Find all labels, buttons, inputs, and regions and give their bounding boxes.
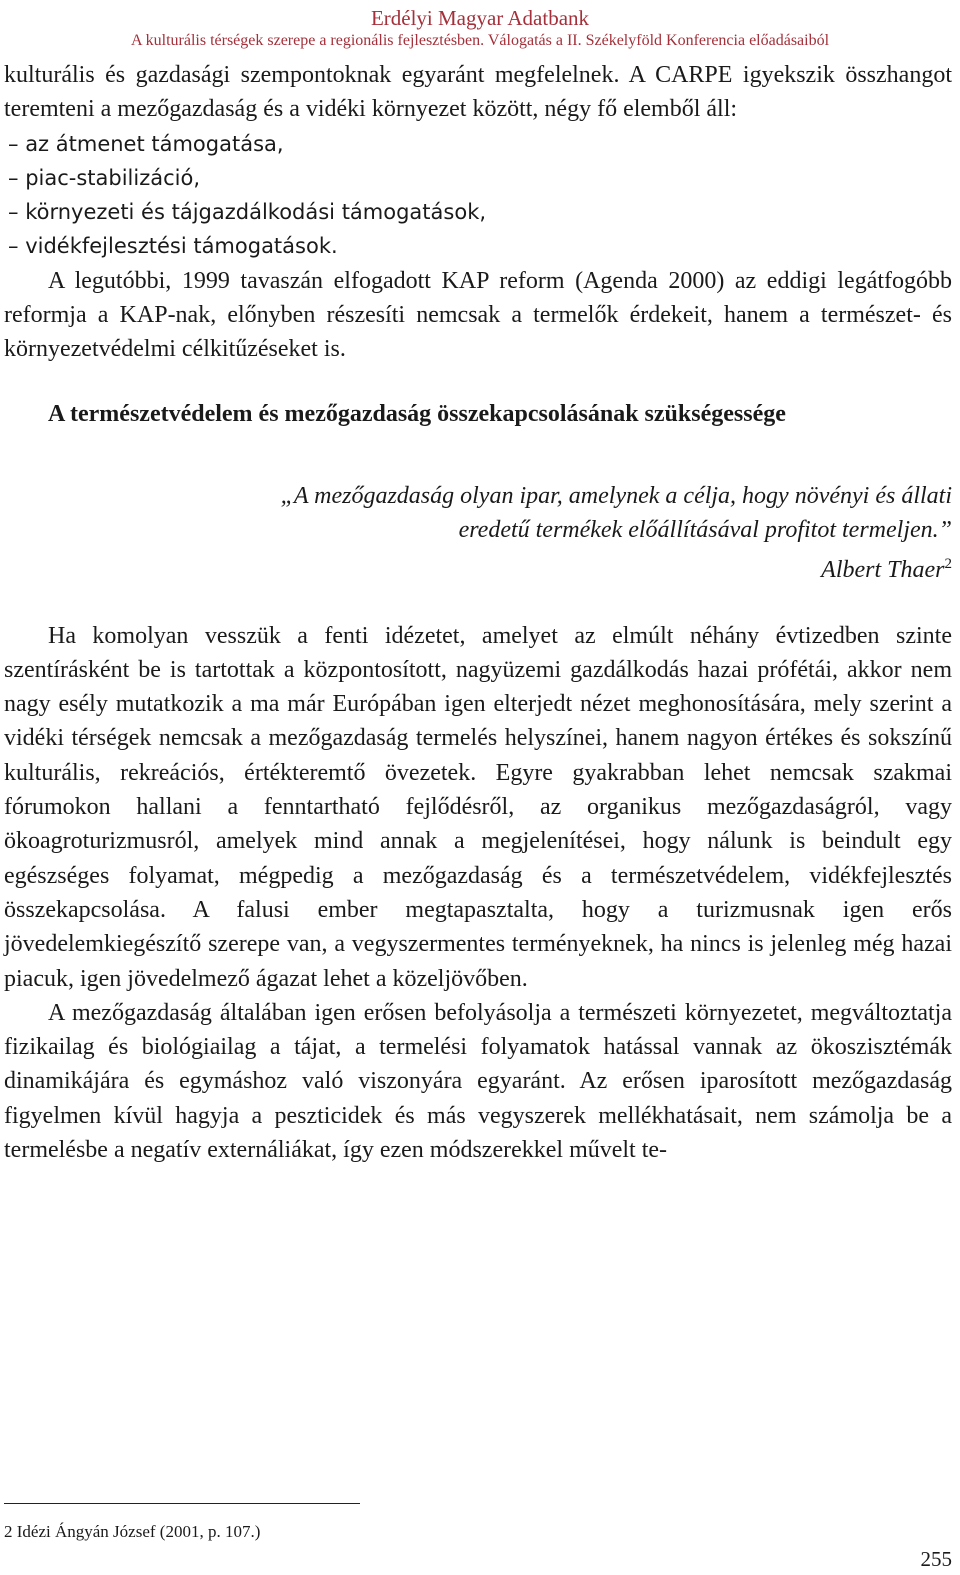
section-heading: A természetvédelem és mezőgazdaság összekapcsolásának szükségessége — [48, 400, 786, 427]
quote-line-1: „A mezőgazdaság olyan ipar, amelynek a célja, hogy növényi és állati — [280, 482, 952, 509]
epigraph-quote — [4, 479, 952, 588]
list-item: – környezeti és tájgazdálkodási támogatások, — [4, 195, 952, 229]
quote-author: Albert Thaer — [821, 557, 945, 584]
document-body — [4, 58, 952, 1167]
page-number: 255 — [920, 1547, 952, 1571]
intro-paragraph: kulturális és gazdasági szempontoknak egyaránt megfelelnek. A CARPE igyekszik összhangot teremteni a mezőgazdaság és a vidéki környezet között, négy fő elemből áll: — [4, 62, 952, 123]
body-paragraph-2: A mezőgazdaság általában igen erősen befolyásolja a természeti környezetet, megváltoztatja fizikailag és biológiailag a tájat, a termelési folyamatok hatással vannak az ökoszisztémák dinamikájára és egymáshoz való viszonyára egyaránt. Az erősen iparosított mezőgazdaság figyelmen kívül hagyja a peszticidek és más vegyszerek mellékhatásait, nem számolja be a termelésbe a negatív externáliákat, így ezen módszerekkel művelt te- — [4, 999, 952, 1164]
quote-attribution — [4, 547, 952, 587]
footnote: 2 Idézi Ángyán József (2001, p. 107.) — [4, 1522, 261, 1541]
carpe-elements-list — [4, 127, 952, 264]
list-item: – piac-stabilizáció, — [4, 161, 952, 195]
site-title: Erdélyi Magyar Adatbank — [370, 6, 590, 30]
quote-line-2: eredetű termékek előállításával profitot termeljen.” — [458, 516, 952, 543]
page-header — [0, 6, 960, 51]
list-item: – vidékfejlesztési támogatások. — [4, 229, 952, 263]
footnote-divider — [4, 1503, 360, 1504]
body-paragraph-1: Ha komolyan vesszük a fenti idézetet, amelyet az elmúlt néhány évtizedben szinte szentírásként be is tartottak a központosított, nagyüzemi gazdálkodás hazai prófétái, akkor nem nagy esély mutatkozik a ma már Európában igen elterjedt nézet meghonosítására, mely szerint a vidéki térségek nemcsak a mezőgazdaság termelés helyszínei, hanem nagyon értékes és sokszínű kulturális, rekreációs, értékteremtő övezetek. Egyre gyakrabban lehet nemcsak szakmai fórumokon hallani a fenntartható fejlődésről, az organikus mezőgazdaságról, vagy ökoagroturizmusról, amelyek mind annak a megjelenítései, hogy nálunk is beindult egy egészséges folyamat, mégpedig a mezőgazdaság és a természetvédelem, vidékfejlesztés összekapcsolása. A falusi ember megtapasztalta, hogy a turizmusnak igen erős jövedelemkiegészítő szerepe van, a vegyszermentes terményeknek, ha nincs is jelenleg még hazai piacuk, igen jövedelmező ágazat lehet a közeljövőben. — [4, 622, 952, 992]
header-subtitle: A kulturális térségek szerepe a regionális fejlesztésben. Válogatás a II. Székelyföld Konferencia előadásaiból — [130, 32, 830, 49]
reform-paragraph: A legutóbbi, 1999 tavaszán elfogadott KAP reform (Agenda 2000) az eddigi legátfogóbb reformja a KAP-nak, előnyben részesíti nemcsak a termelők érdekeit, hanem a természet- és környezetvédelmi célkitűzéseket is. — [4, 267, 952, 363]
list-item: – az átmenet támogatása, — [4, 127, 952, 161]
footnote-reference[interactable]: 2 — [944, 556, 952, 573]
